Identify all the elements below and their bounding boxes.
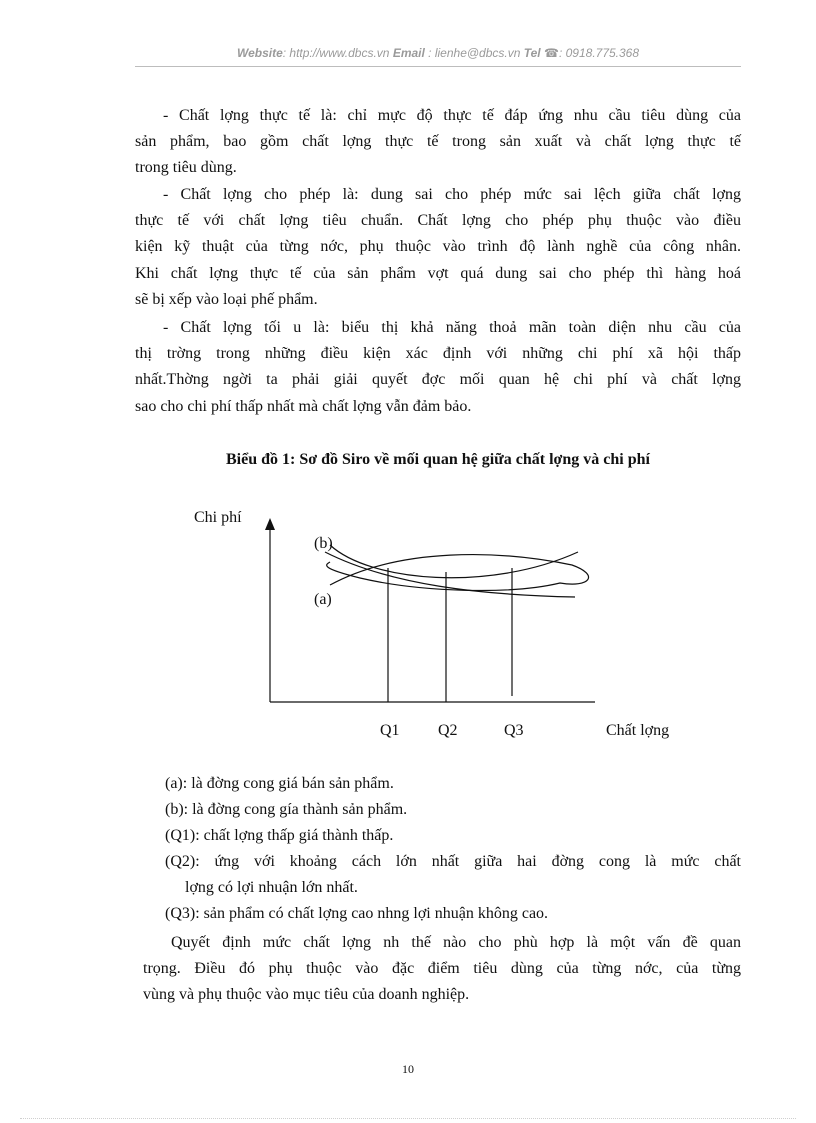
text-line: thị trờng trong những điều kiện xác định với những chi phí xã hội thấp (135, 345, 741, 363)
legend-item: (b): là đờng cong gía thành sản phẩm. (165, 801, 408, 818)
legend-item: (Q3): sản phẩm có chất lợng cao nhng lợi nhuận không cao. (165, 905, 549, 922)
text-line: - Chất lợng cho phép là: dung sai cho phép mức sai lệch giữa chất lợng (163, 186, 741, 203)
tel-label: Tel (523, 46, 541, 60)
figure-caption: Biểu đồ 1: Sơ đồ Siro về mối quan hệ giữa chất lợng và chi phí (226, 451, 650, 468)
legend-item: (Q1): chất lợng thấp giá thành thấp. (165, 827, 394, 844)
text-line: vùng và phụ thuộc vào mục tiêu của doanh nghiệp. (143, 986, 470, 1004)
paragraph-closing (143, 930, 741, 1009)
tel-value: : 0918.775.368 (558, 46, 640, 60)
text-line: - Chất lợng tối u là: biểu thị khả năng thoả mãn toàn diện nhu cầu của (163, 319, 741, 336)
legend-item: (a): là đờng cong giá bán sản phẩm. (165, 775, 394, 792)
legend-item: (Q2): ứng với khoảng cách lớn nhất giữa hai đờng cong là mức chất (165, 853, 741, 870)
email-value: : lienhe@dbcs.vn (428, 46, 521, 60)
phone-icon: ☎ (544, 46, 559, 60)
text-line: nhất.Thờng ngời ta phải giải quyết đợc mối quan hệ chi phí và chất lợng (135, 371, 741, 389)
page-number: 10 (402, 1062, 414, 1076)
page-header (135, 46, 741, 60)
paragraph-allowed-quality (135, 182, 741, 313)
y-axis-label: Chi phí (194, 509, 242, 526)
curve-label-a: (a) (314, 591, 332, 608)
legend-list (165, 771, 741, 927)
tick-q1: Q1 (380, 722, 400, 739)
paragraph-optimal-quality (135, 315, 741, 420)
tick-q2: Q2 (438, 722, 458, 739)
legend-item: lợng có lợi nhuận lớn nhất. (185, 879, 358, 896)
email-label: Email (392, 46, 425, 60)
text-line: kiện kỹ thuật của từng nớc, phụ thuộc vào trình độ lành nghề của công nhân. (135, 238, 741, 256)
website-label: Website (236, 46, 283, 60)
website-value: : http://www.dbcs.vn (282, 46, 390, 60)
curve-label-b: (b) (314, 535, 333, 552)
x-axis-label: Chất lợng (606, 722, 670, 739)
text-line: - Chất lợng thực tế là: chỉ mực độ thực tế đáp ứng nhu cầu tiêu dùng của (163, 107, 741, 124)
text-line: trong tiêu dùng. (135, 159, 237, 177)
page-bottom-border (20, 1118, 796, 1119)
text-line: sản phẩm, bao gồm chất lợng thực tế trong sản xuất và chất lợng thực tế (135, 133, 741, 151)
y-axis-arrow (265, 518, 275, 530)
text-line: trọng. Điều đó phụ thuộc vào đặc điểm tiêu dùng của từng nớc, của từng (143, 960, 741, 978)
paragraph-actual-quality (135, 103, 741, 182)
text-line: sao cho chi phí thấp nhất mà chất lợng vẫn đảm bảo. (135, 397, 472, 415)
siro-diagram (180, 500, 700, 750)
curve-b-price (327, 555, 589, 591)
text-line: Quyết định mức chất lợng nh thế nào cho phù hợp là một vấn đề quan (171, 934, 741, 951)
header-rule (135, 66, 741, 67)
text-line: thực tế với chất lợng tiêu chuẩn. Chất lợng cho phép phụ thuộc vào điều (135, 212, 741, 230)
curve-b (330, 545, 578, 578)
text-line: Khi chất lợng thực tế của sản phẩm vợt quá dung sai cho phép thì hàng hoá (135, 264, 741, 282)
text-line: sẽ bị xếp vào loại phế phẩm. (135, 290, 318, 308)
tick-q3: Q3 (504, 722, 524, 739)
